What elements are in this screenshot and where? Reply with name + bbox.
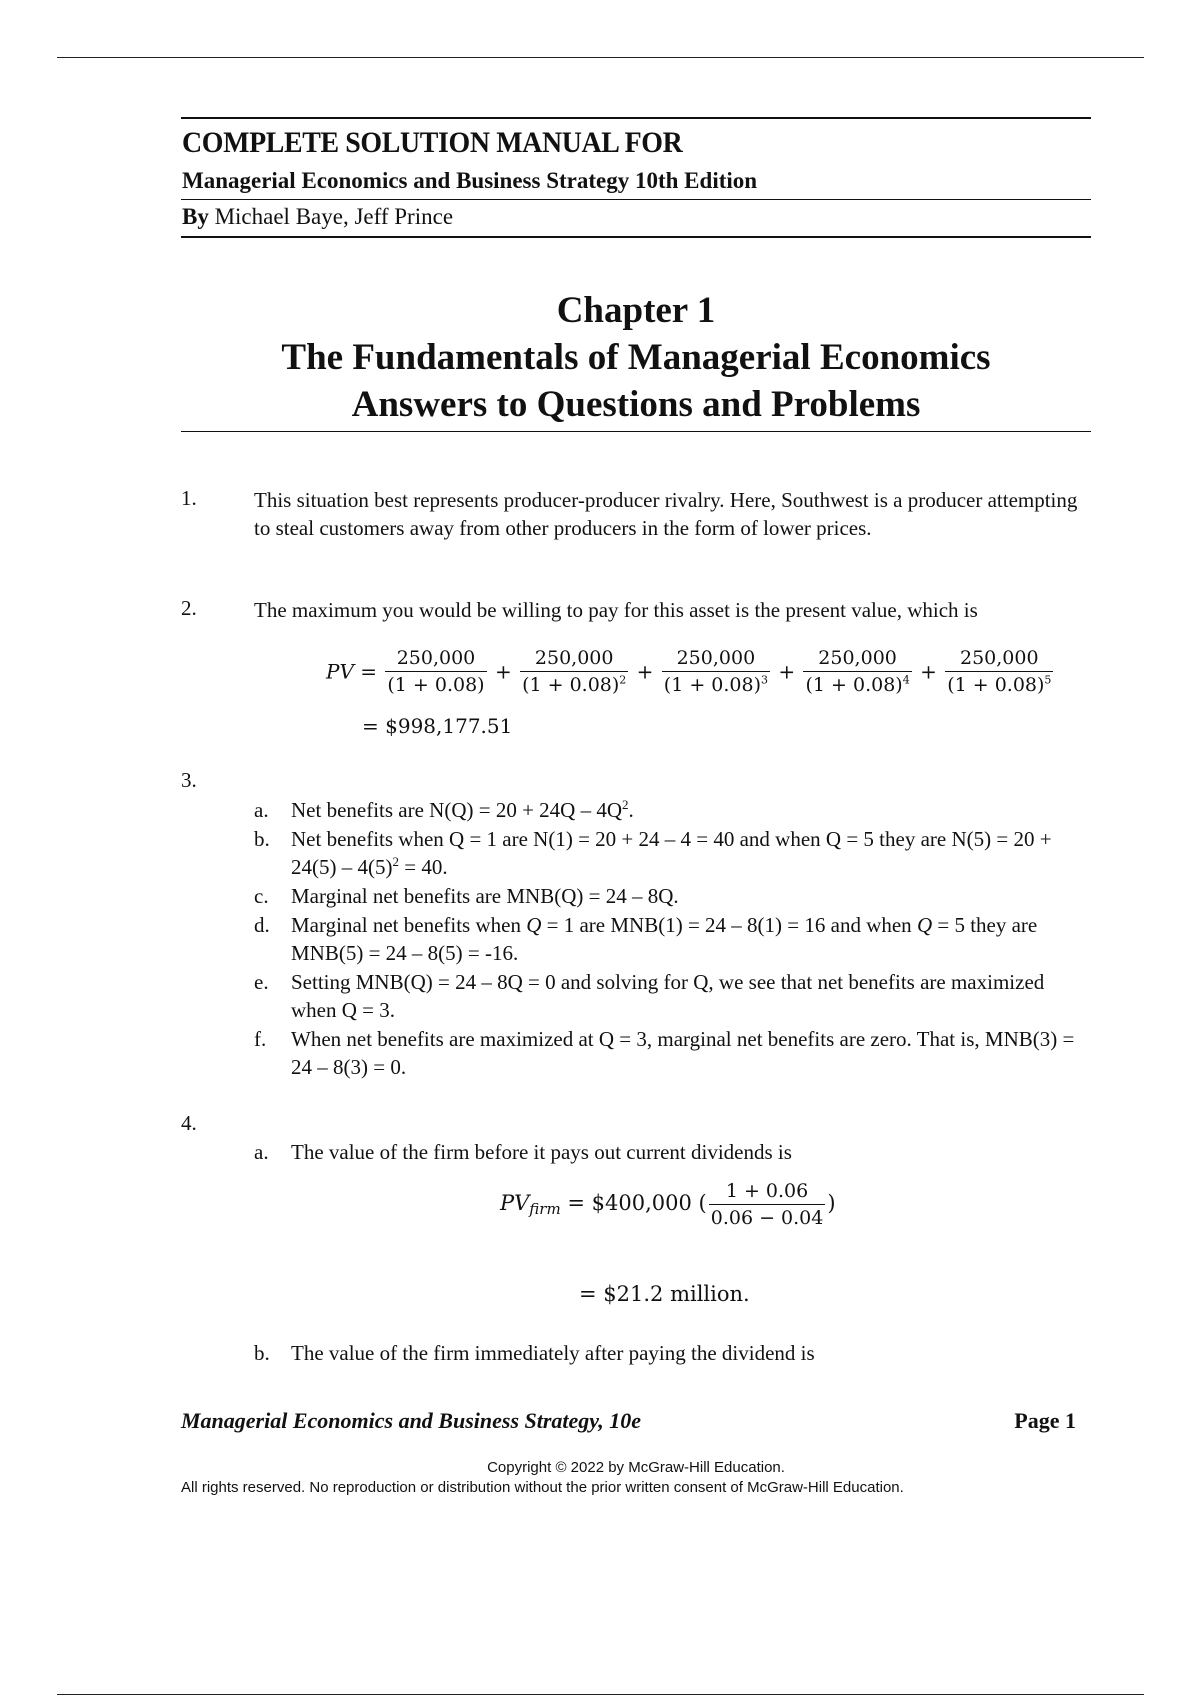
pv-equation: PV = $\frac{250,000}{(1 + 0.08)}$ + $\frac{250,000}{(1 + 0.08)^2}$ + $\frac{250,000}{(1 + 0.08)^3}$ + $\frac{250,000}{(1 + 0.08)^4}$ + $\frac{250,000}{(1 + 0.08)^5}$	[326, 647, 1052, 696]
q1-number: 1.	[181, 486, 197, 510]
pv-term-3: $\frac{250,000}{(1 + 0.08)^3}$	[663, 647, 768, 696]
chapter-number: Chapter 1	[556, 290, 716, 331]
rights-notice: All rights reserved. No reproduction or distribution without the prior written consent of McGraw-Hill Education.	[181, 1479, 904, 1496]
q2-number: 2.	[181, 596, 197, 620]
chapter-rule	[181, 431, 1091, 432]
pv-term-5: $\frac{250,000}{(1 + 0.08)^5}$	[947, 647, 1052, 696]
book-title: Managerial Economics and Business Strategy 10th Edition	[182, 168, 758, 193]
header-bottom-rule	[181, 236, 1091, 238]
authors: Michael Baye, Jeff Prince	[214, 204, 454, 229]
manual-title: COMPLETE SOLUTION MANUAL FOR	[182, 126, 683, 159]
q2-answer: The maximum you would be willing to pay for this asset is the present value, which is	[254, 598, 978, 622]
page-number: Page 1	[1014, 1408, 1076, 1433]
page-top-rule	[57, 57, 1144, 58]
pv-result: = $998,177.51	[362, 714, 513, 738]
q4-number: 4.	[181, 1111, 197, 1135]
by-label: By	[182, 204, 209, 229]
pv-label: PV =	[326, 659, 378, 684]
chapter-subtitle: Answers to Questions and Problems	[351, 384, 921, 425]
firm-fraction: $\frac{1 + 0.06}{0.06 - 0.04}$	[710, 1180, 824, 1229]
header-top-rule	[181, 117, 1091, 119]
authors-line	[182, 204, 453, 230]
firm-value-equation: PVfirm = $400,000 ( $\frac{1 + 0.06}{0.06 - 0.04}$ )	[500, 1180, 836, 1229]
footer-book-title: Managerial Economics and Business Strategy, 10e	[181, 1408, 642, 1433]
header-mid-rule	[181, 199, 1091, 200]
pv-term-1: $\frac{250,000}{(1 + 0.08)}$	[387, 647, 485, 696]
chapter-title: The Fundamentals of Managerial Economics	[281, 337, 991, 378]
copyright: Copyright © 2022 by McGraw-Hill Education.	[487, 1459, 785, 1476]
pv-term-2: $\frac{250,000}{(1 + 0.08)^2}$	[522, 647, 627, 696]
pv-term-4: $\frac{250,000}{(1 + 0.08)^4}$	[805, 647, 910, 696]
page-bottom-rule	[57, 1694, 1144, 1695]
q1-answer: This situation best represents producer-producer rivalry. Here, Southwest is a producer attempting to steal customers away from other producers in the form of lower prices.	[254, 488, 1078, 540]
firm-value-result: = $21.2 million.	[579, 1282, 750, 1306]
q3-number: 3.	[181, 768, 197, 792]
